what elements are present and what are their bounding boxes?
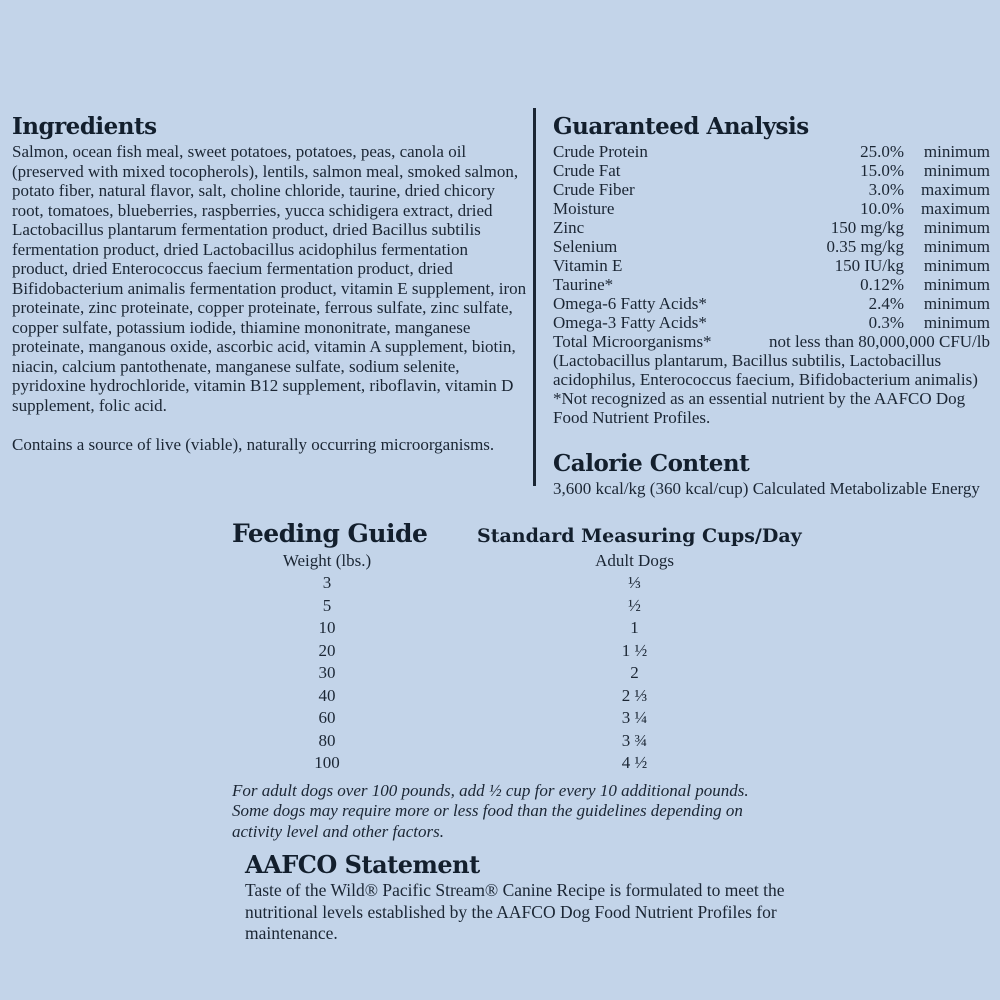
ga-nutrient-label: Omega-6 Fatty Acids*	[553, 294, 707, 313]
feeding-row	[232, 617, 792, 640]
feeding-guide-title: Feeding Guide	[232, 519, 428, 548]
ga-nutrient-label: Taurine*	[553, 275, 614, 294]
ga-nutrient-value: 150 IU/kg	[834, 256, 904, 275]
ga-nutrient-qualifier: minimum	[923, 237, 990, 256]
ingredients-list: Salmon, ocean fish meal, sweet potatoes, potatoes, peas, canola oil (preserved with mixed tocopherols), lentils, salmon meal, smoked salmon, potato fiber, natural flavor, salt, choline chloride, taurine, dried chicory root, tomatoes, blueberries, raspberries, yucca schidigera extract, dried Lactobacillus plantarum fermentation product, dried Bacillus subtilis fermentation product, dried Lactobacillus acidophilus fermentation product, dried Enterococcus faecium fermentation product, dried Bifidobacterium animalis fermentation product, vitamin E supplement, iron proteinate, zinc proteinate, copper proteinate, ferrous sulfate, zinc sulfate, copper sulfate, potassium iodide, thiamine mononitrate, manganese proteinate, manganous oxide, ascorbic acid, vitamin A supplement, biotin, niacin, calcium pantothenate, manganese sulfate, sodium selenite, pyridoxine hydrochloride, vitamin B12 supplement, riboflavin, vitamin D supplement, folic acid.	[12, 142, 527, 415]
feeding-cups-value: ½	[628, 595, 641, 615]
feeding-weight-value: 40	[318, 685, 336, 705]
aafco-statement-section	[245, 852, 790, 962]
ga-nutrient-qualifier: maximum	[921, 180, 990, 199]
guaranteed-analysis-title: Guaranteed Analysis	[553, 113, 809, 140]
feeding-guide-section	[232, 519, 802, 859]
feeding-row	[232, 662, 792, 685]
ingredients-title: Ingredients	[12, 113, 157, 140]
feeding-weight-value: 80	[318, 730, 336, 750]
feeding-row	[232, 572, 792, 595]
aafco-statement-body: Taste of the Wild® Pacific Stream® Canine Recipe is formulated to meet the nutritional levels established by the AAFCO Dog Food Nutrient Profiles for maintenance.	[245, 880, 785, 943]
feeding-weight-value: 3	[322, 573, 332, 592]
feeding-cups-value: 1 ½	[621, 640, 648, 660]
ga-row	[553, 142, 990, 161]
guaranteed-analysis-section	[553, 114, 990, 499]
ga-nutrient-label: Omega-3 Fatty Acids*	[553, 313, 707, 332]
guaranteed-analysis-table	[553, 142, 990, 332]
ga-total-microorganisms-row	[553, 332, 990, 351]
ga-row	[553, 199, 990, 218]
ga-nutrient-value: 2.4%	[868, 294, 904, 313]
weight-column-header: Weight (lbs.)	[282, 551, 372, 570]
ga-nutrient-value: 0.12%	[860, 275, 904, 294]
ga-nutrient-value: 0.35 mg/kg	[826, 237, 904, 256]
ga-nutrient-label: Vitamin E	[553, 256, 623, 275]
feeding-cups-value: 3 ¼	[621, 708, 648, 727]
column-divider	[533, 108, 536, 486]
feeding-row	[232, 595, 792, 618]
ga-total-label: Total Microorganisms*	[553, 332, 712, 351]
adult-dogs-column-header: Adult Dogs	[595, 551, 674, 570]
cups-per-day-title: Standard Measuring Cups/Day	[477, 525, 802, 547]
ga-nutrient-value: 10.0%	[860, 199, 904, 218]
feeding-row	[232, 685, 792, 708]
feeding-weight-value: 100	[314, 753, 340, 772]
calorie-content-value: 3,600 kcal/kg (360 kcal/cup) Calculated Metabolizable Energy	[553, 479, 980, 498]
ga-nutrient-label: Crude Fiber	[553, 180, 635, 199]
feeding-row	[232, 752, 792, 775]
feeding-row	[232, 707, 792, 730]
ga-nutrient-qualifier: minimum	[923, 275, 990, 294]
ga-nutrient-value: 150 mg/kg	[830, 218, 904, 237]
feeding-cups-value: 1	[630, 618, 639, 637]
feeding-weight-value: 5	[322, 595, 332, 615]
ga-nutrient-value: 3.0%	[868, 180, 904, 199]
feeding-cups-value: ⅓	[628, 573, 641, 592]
ga-nutrient-value: 25.0%	[860, 142, 904, 161]
feeding-cups-value: 4 ½	[621, 753, 648, 772]
aafco-statement-title: AAFCO Statement	[245, 850, 480, 879]
ga-nutrient-value: 15.0%	[860, 161, 904, 180]
feeding-guide-header	[232, 519, 802, 549]
ga-row	[553, 294, 990, 313]
ga-nutrient-value: 0.3%	[868, 313, 904, 332]
ga-nutrient-qualifier: minimum	[923, 218, 990, 237]
feeding-guide-note: For adult dogs over 100 pounds, add ½ cup for every 10 additional pounds. Some dogs may require more or less food than the guidelines depending on activity level and other factors.	[232, 780, 749, 841]
feeding-weight-value: 30	[318, 663, 336, 682]
feeding-weight-value: 60	[318, 708, 336, 727]
ga-footnote: *Not recognized as an essential nutrient by the AAFCO Dog Food Nutrient Profiles.	[553, 389, 966, 427]
ga-row	[553, 161, 990, 180]
ga-nutrient-label: Crude Fat	[553, 161, 621, 180]
ga-nutrient-qualifier: minimum	[923, 142, 990, 161]
ga-microorganisms-detail: (Lactobacillus plantarum, Bacillus subtilis, Lactobacillus acidophilus, Enterococcus faecium, Bifidobacterium animalis)	[553, 351, 978, 389]
ga-row	[553, 218, 990, 237]
ga-nutrient-label: Moisture	[553, 199, 615, 218]
ga-row	[553, 313, 990, 332]
ga-row	[553, 275, 990, 294]
ga-nutrient-qualifier: maximum	[921, 199, 990, 218]
ga-row	[553, 180, 990, 199]
microorganisms-note: Contains a source of live (viable), naturally occurring microorganisms.	[12, 435, 495, 454]
ga-nutrient-qualifier: minimum	[923, 294, 990, 313]
feeding-weight-value: 20	[318, 640, 336, 660]
ingredients-section	[12, 114, 528, 455]
ga-nutrient-qualifier: minimum	[923, 313, 990, 332]
ga-nutrient-label: Selenium	[553, 237, 618, 256]
feeding-cups-value: 3 ¾	[621, 730, 648, 750]
ga-nutrient-qualifier: minimum	[923, 161, 990, 180]
feeding-guide-subheader	[232, 549, 792, 572]
feeding-row	[232, 640, 792, 663]
ga-nutrient-qualifier: minimum	[923, 256, 990, 275]
ga-nutrient-label: Crude Protein	[553, 142, 648, 161]
ga-total-value: not less than 80,000,000 CFU/lb	[768, 332, 990, 351]
ga-row	[553, 237, 990, 256]
feeding-weight-value: 10	[318, 618, 336, 637]
feeding-cups-value: 2 ⅓	[621, 685, 648, 705]
ga-nutrient-label: Zinc	[553, 218, 585, 237]
feeding-guide-table	[232, 572, 792, 775]
calorie-content-section	[553, 451, 990, 499]
ga-row	[553, 256, 990, 275]
calorie-content-title: Calorie Content	[553, 450, 750, 477]
feeding-row	[232, 730, 792, 753]
feeding-cups-value: 2	[630, 663, 639, 682]
